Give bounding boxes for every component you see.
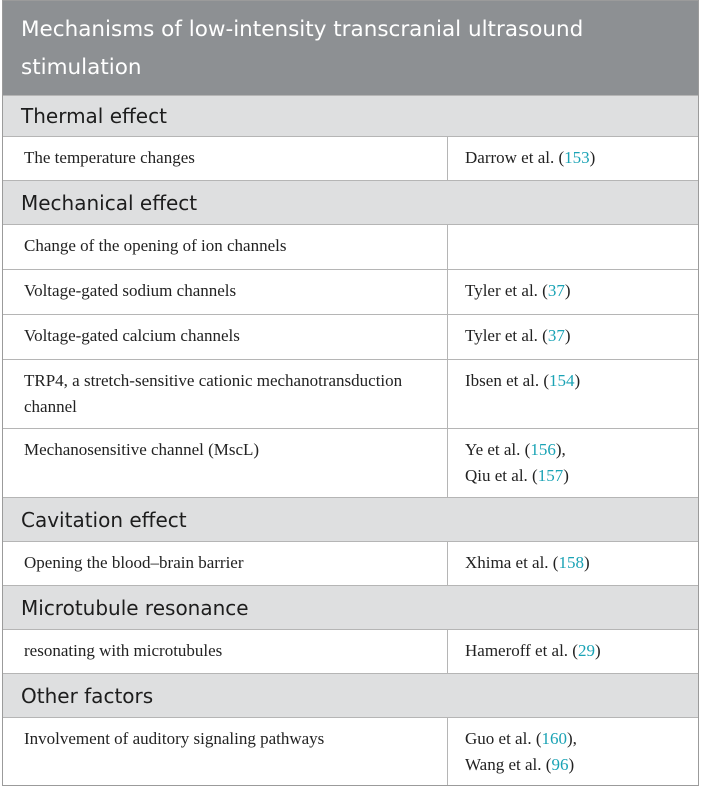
reference-cell xyxy=(448,315,698,359)
mechanism-cell: Opening the blood–brain barrier xyxy=(3,542,448,585)
reference-link[interactable]: 154 xyxy=(549,371,575,390)
reference-link[interactable]: 29 xyxy=(577,641,595,660)
citation-author: Tyler et al. ( xyxy=(465,326,548,345)
reference-cell xyxy=(448,270,698,314)
section-header: Cavitation effect xyxy=(3,497,698,541)
reference-link[interactable]: 156 xyxy=(530,440,556,459)
reference-link[interactable]: 160 xyxy=(541,729,567,748)
table-body xyxy=(3,95,698,785)
reference-cell xyxy=(448,429,698,497)
table-row xyxy=(3,314,698,359)
citation-author: Qiu et al. ( xyxy=(465,466,538,485)
citation-close: ) xyxy=(594,641,601,660)
citation-author: Wang et al. ( xyxy=(465,755,552,774)
reference-link[interactable]: 37 xyxy=(547,281,565,300)
reference-cell xyxy=(448,718,698,785)
citation-author: Darrow et al. ( xyxy=(465,148,565,167)
mechanism-cell: Change of the opening of ion channels xyxy=(3,225,448,269)
mechanism-cell: TRP4, a stretch-sensitive cationic mechanotransduction channel xyxy=(3,360,448,428)
citation-close: ) xyxy=(574,371,581,390)
reference-link[interactable]: 158 xyxy=(558,553,584,572)
reference-cell xyxy=(448,360,698,428)
citation xyxy=(465,278,690,304)
citation xyxy=(465,726,690,752)
citation xyxy=(465,323,690,349)
citation-author: Xhima et al. ( xyxy=(465,553,559,572)
reference-cell xyxy=(448,137,698,180)
table-row xyxy=(3,269,698,314)
citation xyxy=(465,437,690,463)
citation-author: Guo et al. ( xyxy=(465,729,542,748)
citation xyxy=(465,368,690,394)
table-row xyxy=(3,224,698,269)
citation-close: ) xyxy=(589,148,596,167)
citation-close: ) xyxy=(564,326,571,345)
reference-link[interactable]: 96 xyxy=(551,755,569,774)
citation-author: Ibsen et al. ( xyxy=(465,371,550,390)
citation-close: ), xyxy=(566,729,577,748)
section-header: Mechanical effect xyxy=(3,180,698,224)
citation xyxy=(465,463,690,489)
reference-link[interactable]: 157 xyxy=(537,466,564,485)
citation-close: ) xyxy=(583,553,590,572)
mechanism-cell: Mechanosensitive channel (MscL) xyxy=(3,429,448,497)
citation-author: Hameroff et al. ( xyxy=(465,641,578,660)
reference-link[interactable]: 37 xyxy=(547,326,565,345)
mechanisms-table xyxy=(2,0,699,786)
mechanism-cell: Involvement of auditory signaling pathways xyxy=(3,718,448,785)
table-row xyxy=(3,541,698,585)
mechanism-cell: resonating with microtubules xyxy=(3,630,448,673)
mechanism-cell: Voltage-gated calcium channels xyxy=(3,315,448,359)
reference-cell xyxy=(448,542,698,585)
citation-author: Ye et al. ( xyxy=(465,440,531,459)
table-row xyxy=(3,629,698,673)
mechanism-cell: The temperature changes xyxy=(3,137,448,180)
citation-author: Tyler et al. ( xyxy=(465,281,548,300)
reference-cell xyxy=(448,630,698,673)
table-row xyxy=(3,136,698,180)
table-row xyxy=(3,359,698,428)
table-row xyxy=(3,717,698,785)
citation xyxy=(465,638,690,664)
table-title: Mechanisms of low-intensity transcranial ultrasound stimulation xyxy=(3,1,698,95)
citation-close: ) xyxy=(568,755,575,774)
reference-link[interactable]: 153 xyxy=(564,148,590,167)
citation xyxy=(465,550,690,576)
table-row xyxy=(3,428,698,497)
citation xyxy=(465,145,690,171)
citation-close: ), xyxy=(555,440,566,459)
citation-close: ) xyxy=(563,466,569,485)
citation-close: ) xyxy=(564,281,571,300)
citation xyxy=(465,752,690,778)
section-header: Microtubule resonance xyxy=(3,585,698,629)
section-header: Thermal effect xyxy=(3,95,698,136)
mechanism-cell: Voltage-gated sodium channels xyxy=(3,270,448,314)
section-header: Other factors xyxy=(3,673,698,717)
reference-cell xyxy=(448,225,698,269)
